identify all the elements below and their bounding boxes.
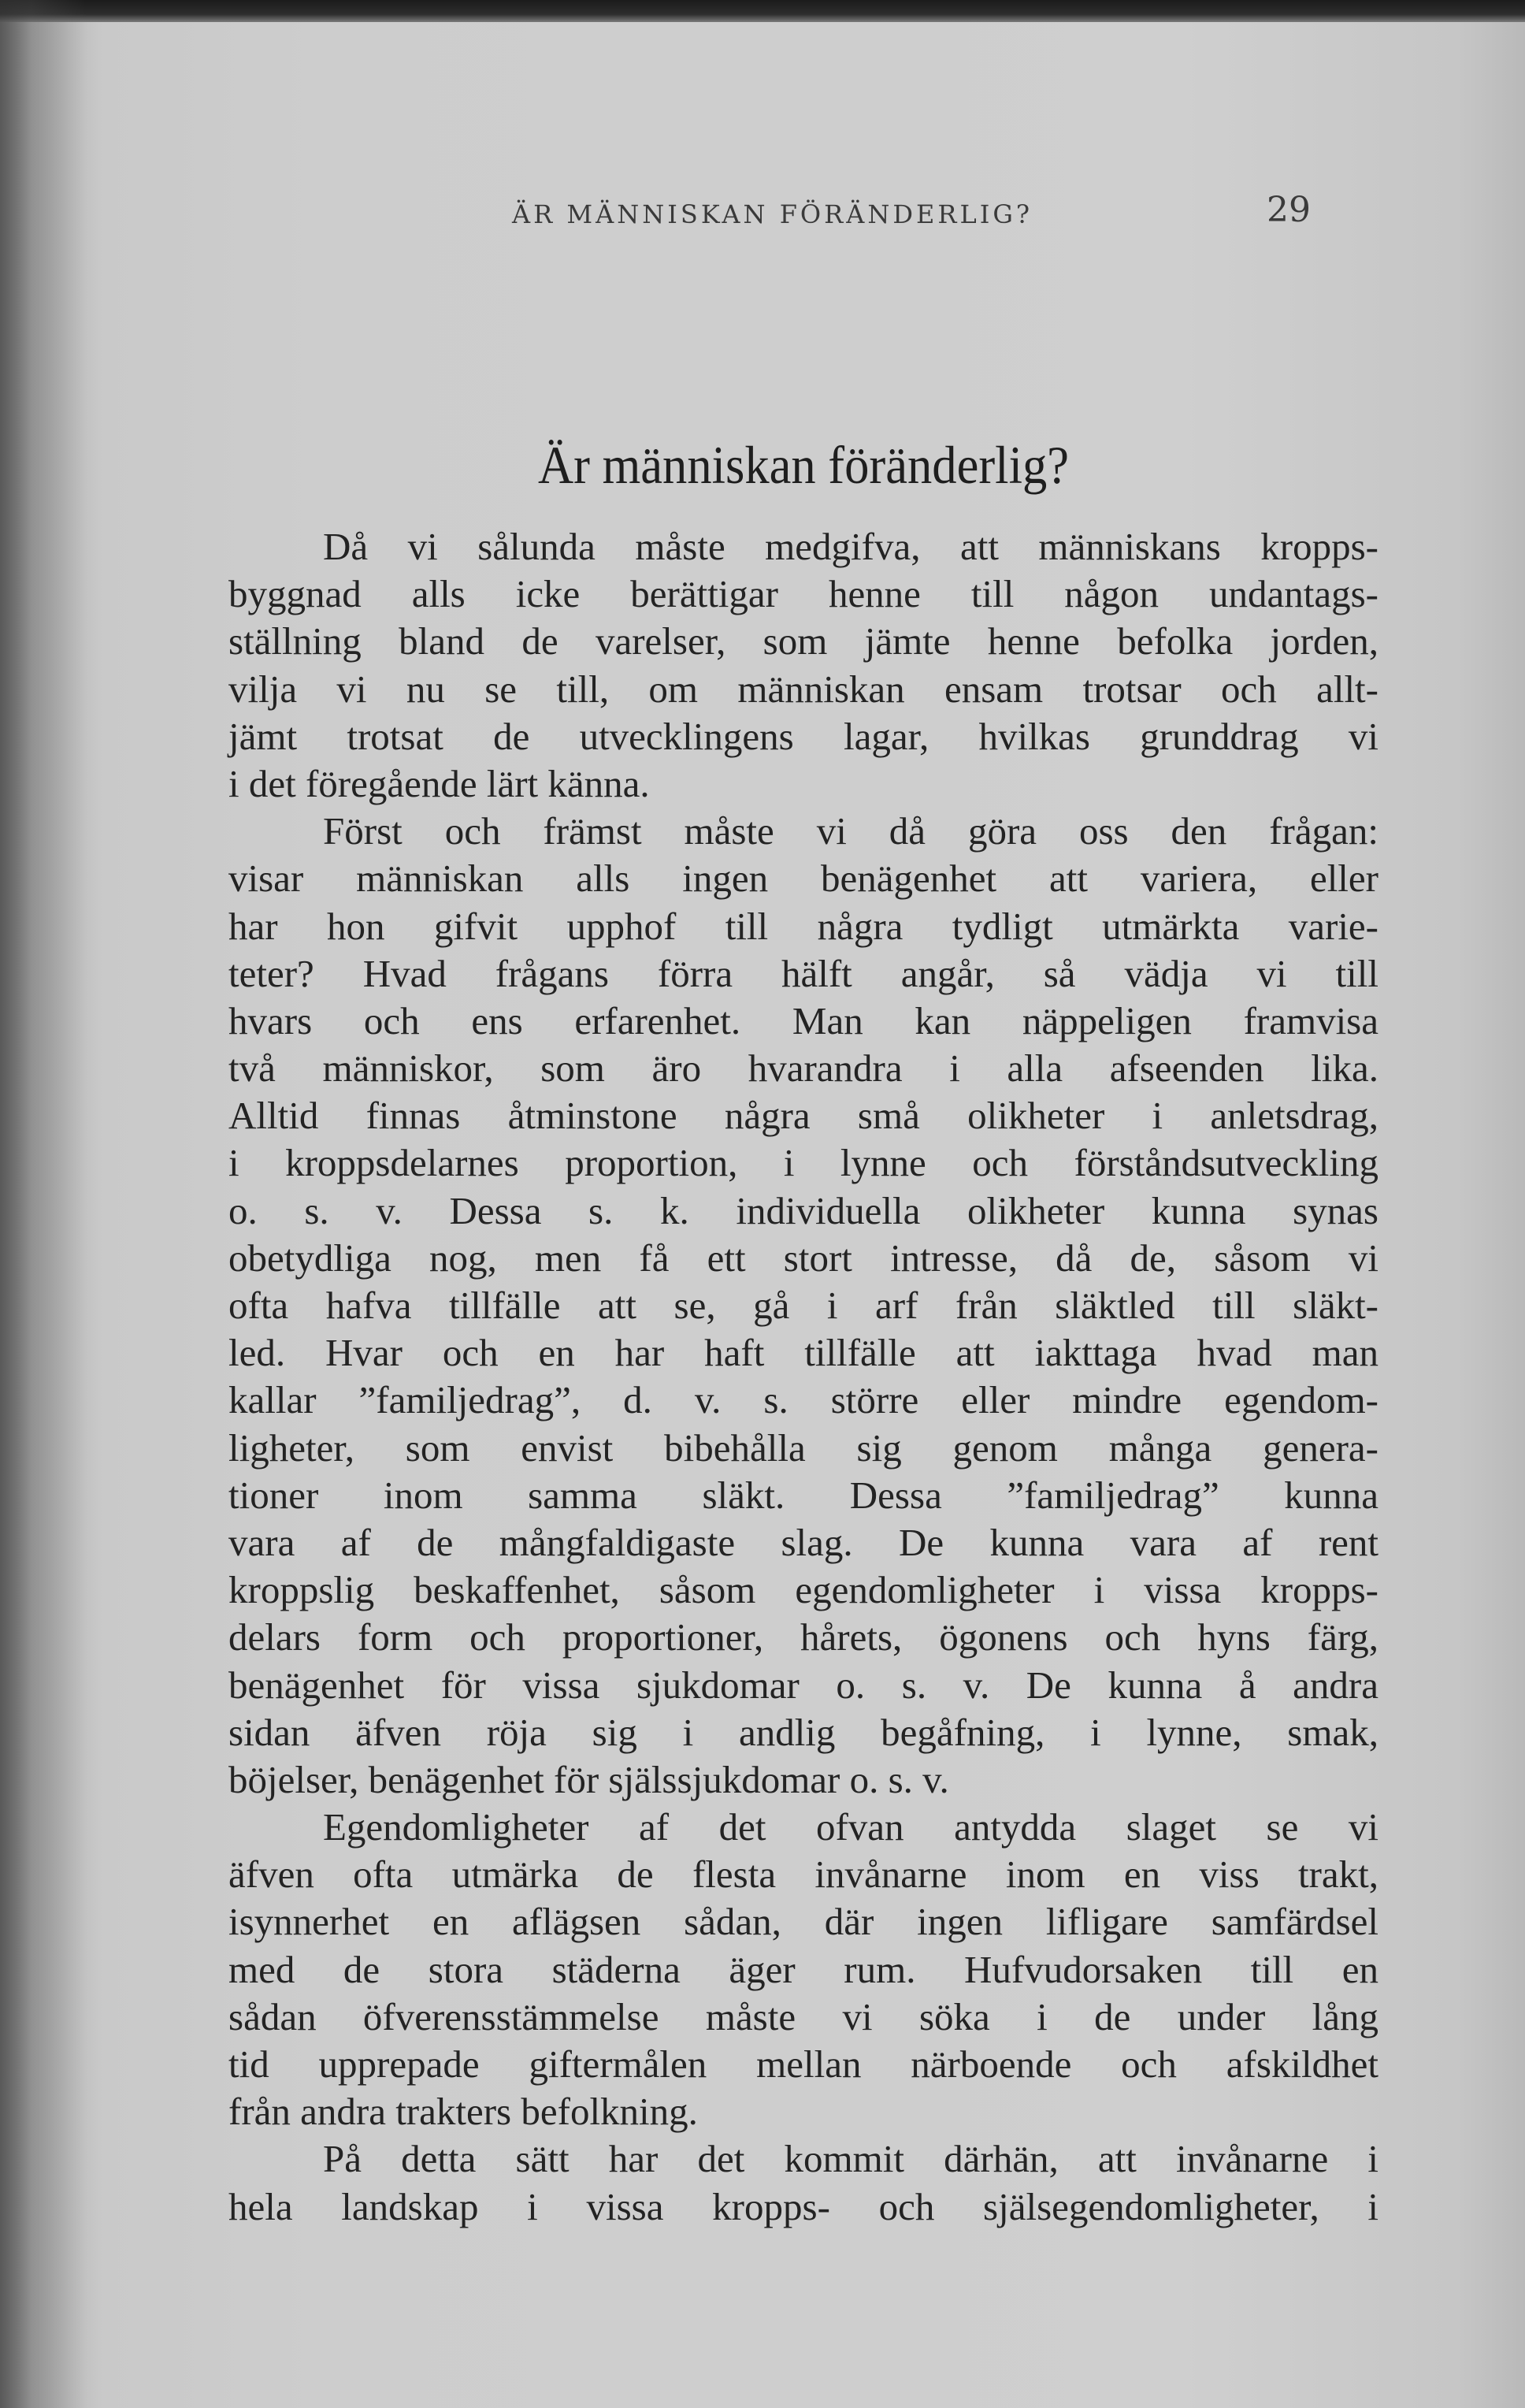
running-head <box>228 185 1378 232</box>
text-line: två människor, som äro hvarandra i alla afseenden lika. <box>228 1046 1378 1091</box>
text-line: har hon gifvit upphof till några tydligt utmärkta varie- <box>228 904 1378 948</box>
text-line: hvars och ens erfarenhet. Man kan näppeligen framvisa <box>228 998 1378 1042</box>
text-line: från andra trakters befolkning. <box>228 2090 698 2134</box>
text-line: Alltid finnas åtminstone några små olikheter i anletsdrag, <box>228 1094 1378 1138</box>
text-line: teter? Hvad frågans förra hälft angår, så vädja vi till <box>228 951 1378 995</box>
text-line: vilja vi nu se till, om människan ensam trotsar och allt- <box>228 667 1378 711</box>
text-line: isynnerhet en aflägsen sådan, där ingen lifligare samfärdsel <box>228 1900 1378 1944</box>
book-edge-shadow <box>0 0 1525 22</box>
text-line: tid upprepade giftermålen mellan närboende och afskildhet <box>228 2042 1378 2086</box>
text-line: Egendomligheter af det ofvan antydda slaget se vi <box>323 1805 1378 1849</box>
text-line: hela landskap i vissa kropps- och själsegendomligheter, i <box>228 2184 1378 2228</box>
text-line: led. Hvar och en har haft tillfälle att iakttaga hvad man <box>228 1331 1378 1375</box>
text-line: obetydliga nog, men få ett stort intresse, då de, såsom vi <box>228 1236 1378 1280</box>
text-line: äfven ofta utmärka de flesta invånarne inom en viss trakt, <box>228 1852 1378 1897</box>
text-line: Först och främst måste vi då göra oss den frågan: <box>323 809 1378 853</box>
text-line: ligheter, som envist bibehålla sig genom många genera- <box>228 1425 1378 1470</box>
text-line: delars form och proportioner, hårets, ögonens och hyns färg, <box>228 1615 1378 1659</box>
running-title: ÄR MÄNNISKAN FÖRÄNDERLIG? <box>512 199 1033 229</box>
body-text <box>228 523 1378 2231</box>
text-line: i det föregående lärt känna. <box>228 761 650 805</box>
text-line: vara af de mångfaldigaste slag. De kunna vara af rent <box>228 1520 1378 1564</box>
text-line: kroppslig beskaffenhet, såsom egendomligheter i vissa kropps- <box>228 1568 1378 1612</box>
text-line: jämt trotsat de utvecklingens lagar, hvilkas grunddrag vi <box>228 714 1378 758</box>
text-line: tioner inom samma släkt. Dessa ”familjedrag” kunna <box>228 1473 1378 1517</box>
gutter-shadow <box>0 0 87 2408</box>
text-line: sådan öfverensstämmelse måste vi söka i de under lång <box>228 1994 1378 2038</box>
text-line: På detta sätt har det kommit därhän, att invånarne i <box>323 2137 1378 2181</box>
text-line: i kroppsdelarnes proportion, i lynne och förståndsutveckling <box>228 1141 1378 1185</box>
chapter-title: Är människan föränderlig? <box>537 435 1070 495</box>
text-line: böjelser, benägenhet för själssjukdomar o. s. v. <box>228 1757 949 1801</box>
text-line: benägenhet för vissa sjukdomar o. s. v. De kunna å andra <box>228 1663 1378 1707</box>
text-line: ofta hafva tillfälle att se, gå i arf från släktled till släkt- <box>228 1284 1378 1327</box>
book-page <box>228 185 1378 2231</box>
text-line: med de stora städerna äger rum. Hufvudorsaken till en <box>228 1947 1378 1991</box>
page-number: 29 <box>1267 190 1311 230</box>
text-line: kallar ”familjedrag”, d. v. s. större eller mindre egendom- <box>228 1378 1378 1422</box>
text-line: ställning bland de varelser, som jämte henne befolka jorden, <box>228 619 1378 663</box>
text-line: Då vi sålunda måste medgifva, att människans kropps- <box>323 525 1378 568</box>
text-line: o. s. v. Dessa s. k. individuella olikheter kunna synas <box>228 1188 1378 1232</box>
text-line: byggnad alls icke berättigar henne till någon undantags- <box>228 572 1378 616</box>
text-line: sidan äfven röja sig i andlig begåfning, i lynne, smak, <box>228 1710 1378 1754</box>
text-line: visar människan alls ingen benägenhet att variera, eller <box>228 857 1378 901</box>
